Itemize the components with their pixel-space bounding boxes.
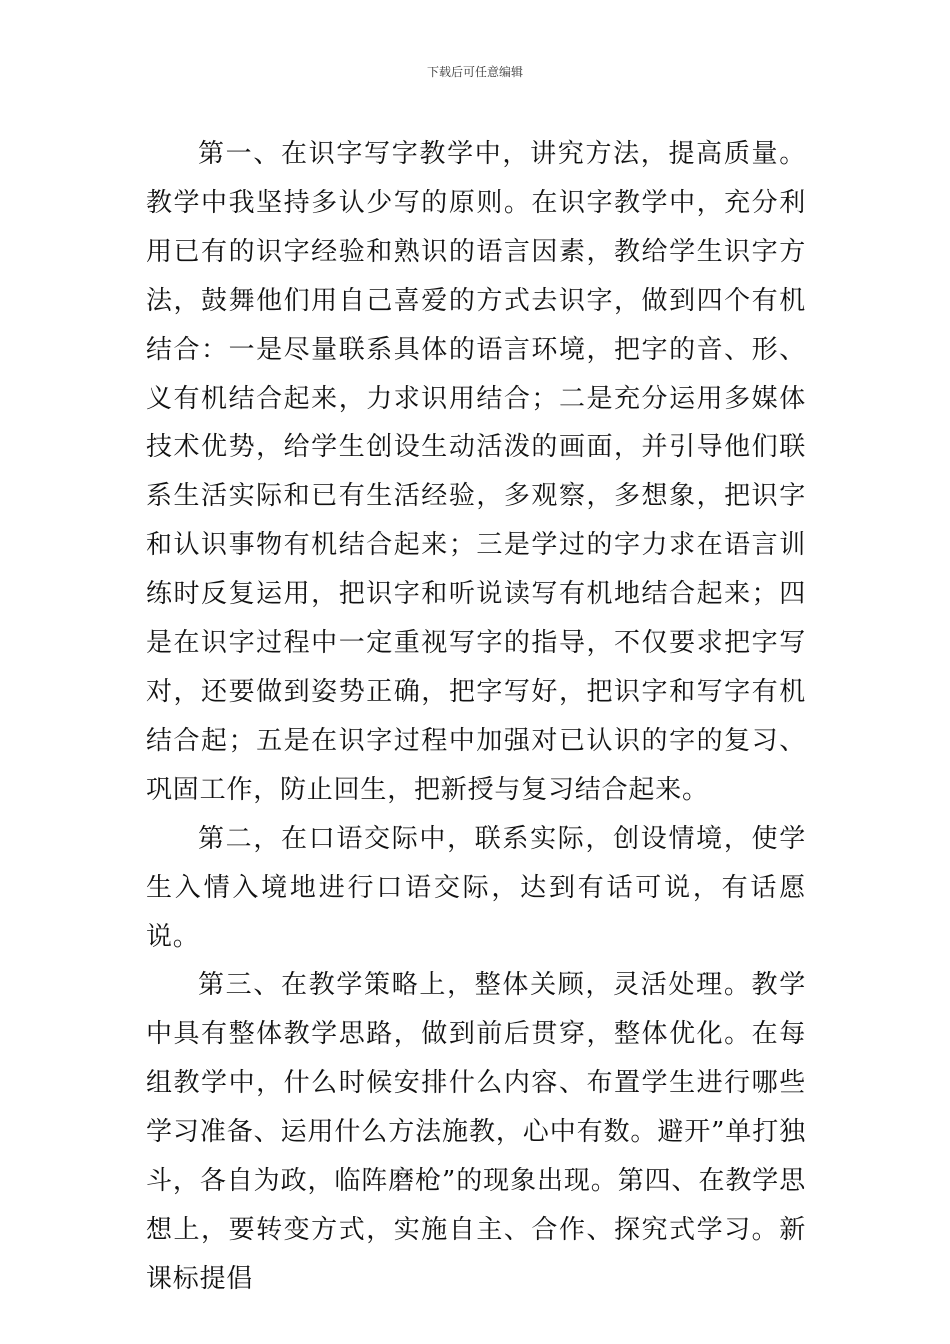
page-header: 下载后可任意编辑: [426, 65, 523, 79]
paragraph-3: 第三、在教学策略上，整体关顾，灵活处理。教学中具有整体教学思路，做到前后贯穿，整体优化。在每组教学中，什么时候安排什么内容、布置学生进行哪些学习准备、运用什么方法施教，心中有数。避开”单打独斗，各自为政，临阵磨枪”的现象出现。第四、在教学思想上，要转变方式，实施自主、合作、探究式学习。新课标提倡: [146, 970, 806, 1294]
paragraph-2: 第二，在口语交际中，联系实际，创设情境，使学生入情入境地进行口语交际，达到有话可说，有话愿说。: [146, 823, 806, 952]
paragraph-1: 第一、在识字写字教学中，讲究方法，提高质量。教学中我坚持多认少写的原则。在识字教学中，充分利用已有的识字经验和熟识的语言因素，教给学生识字方法，鼓舞他们用自己喜爱的方式去识字，做到四个有机结合：一是尽量联系具体的语言环境，把字的音、形、义有机结合起来，力求识用结合；二是充分运用多媒体技术优势，给学生创设生动活泼的画面，并引导他们联系生活实际和已有生活经验，多观察，多想象，把识字和认识事物有机结合起来；三是学过的字力求在语言训练时反复运用，把识字和听说读写有机地结合起来；四是在识字过程中一定重视写字的指导，不仅要求把字写对，还要做到姿势正确，把字写好，把识字和写字有机结合起；五是在识字过程中加强对已认识的字的复习、巩固工作，防止回生，把新授与复习结合起来。: [146, 139, 806, 805]
document-body: [146, 130, 806, 1304]
